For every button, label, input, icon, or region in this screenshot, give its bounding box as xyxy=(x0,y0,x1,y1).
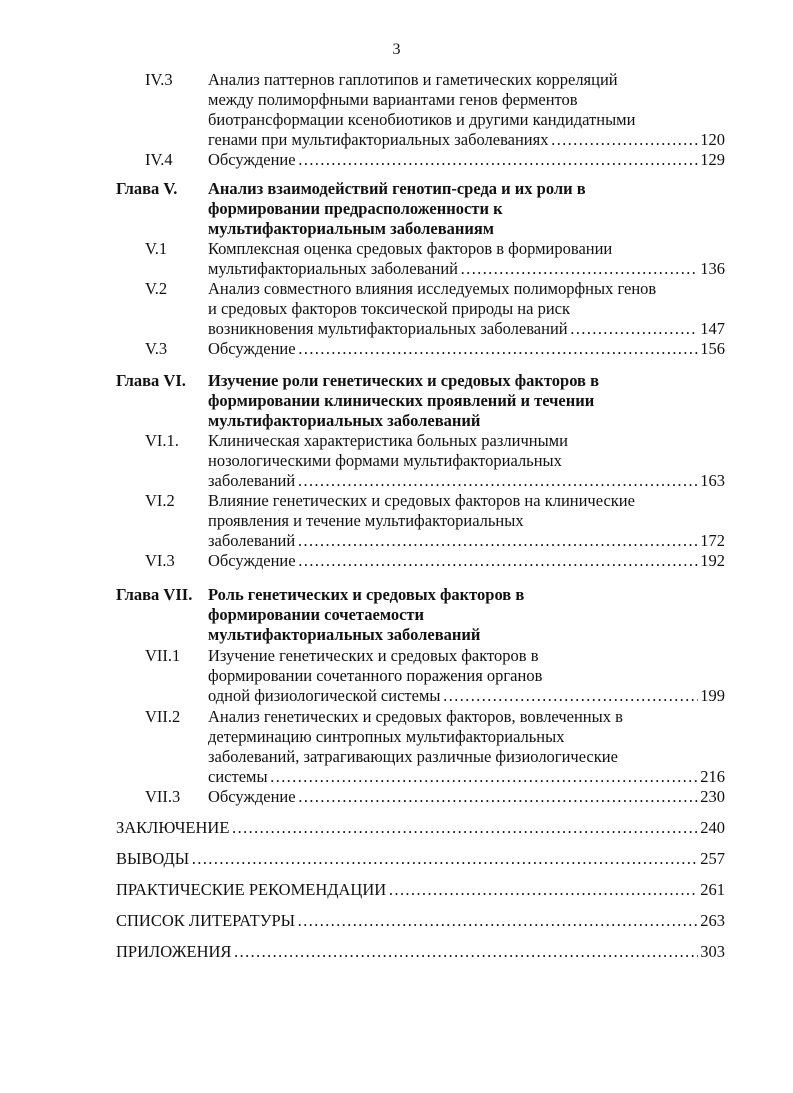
page-ref: 163 xyxy=(700,471,725,490)
main-section-entry[interactable] xyxy=(116,880,725,900)
section-number: VI.2 xyxy=(145,491,175,510)
page-ref: 136 xyxy=(700,259,725,278)
section-number: V.3 xyxy=(145,339,168,358)
main-section-entry[interactable] xyxy=(116,911,725,931)
chapter-title-line[interactable]: Роль генетических и средовых факторов в xyxy=(208,585,525,604)
dot-leader xyxy=(550,130,698,150)
toc-entry-last-line[interactable] xyxy=(208,319,725,339)
toc-entry-line: Анализ паттернов гаплотипов и гаметических корреляций xyxy=(208,70,618,89)
toc-entry-text: одной физиологической системы xyxy=(208,686,441,705)
toc-entry-line: Влияние генетических и средовых факторов на клинические xyxy=(208,491,635,510)
toc-entry-text: Обсуждение xyxy=(208,339,296,358)
toc-entry-line: Анализ совместного влияния исследуемых полиморфных генов xyxy=(208,279,657,298)
page-ref: 216 xyxy=(700,767,725,786)
page-ref: 120 xyxy=(700,130,725,149)
toc-entry-last-line[interactable] xyxy=(208,339,725,359)
dot-leader xyxy=(298,787,699,807)
toc-entry-line: Анализ генетических и средовых факторов, вовлеченных в xyxy=(208,707,623,726)
toc-entry-line: и средовых факторов токсической природы на риск xyxy=(208,299,570,318)
page-ref: 263 xyxy=(700,911,725,930)
page-ref: 240 xyxy=(700,818,725,837)
section-number: VII.1 xyxy=(145,646,181,665)
chapter-title-line[interactable]: мультифакториальных заболеваний xyxy=(208,411,481,430)
page-ref: 261 xyxy=(700,880,725,899)
main-section-title: ВЫВОДЫ xyxy=(116,849,190,868)
dot-leader xyxy=(298,339,699,359)
toc-entry-text: Обсуждение xyxy=(208,787,296,806)
toc-entry-line: биотрансформации ксенобиотиков и другими кандидатными xyxy=(208,110,636,129)
main-section-entry[interactable] xyxy=(116,849,725,869)
toc-entry-text: заболеваний xyxy=(208,531,296,550)
dot-leader xyxy=(297,531,698,551)
dot-leader xyxy=(460,259,698,279)
chapter-label: Глава V. xyxy=(116,179,178,198)
toc-entry-text: заболеваний xyxy=(208,471,296,490)
toc-entry-line: нозологическими формами мультифакториальных xyxy=(208,451,562,470)
chapter-title-line[interactable]: мультифакториальных заболеваний xyxy=(208,625,481,644)
dot-leader xyxy=(298,150,699,170)
page-number: 3 xyxy=(392,41,401,58)
page-ref: 257 xyxy=(700,849,725,868)
toc-entry-line: детерминацию синтропных мультифакториальных xyxy=(208,727,565,746)
page-ref: 199 xyxy=(700,686,725,705)
toc-entry-last-line[interactable] xyxy=(208,551,725,571)
main-section-entry[interactable] xyxy=(116,942,725,962)
toc-entry-line: Изучение генетических и средовых факторов в xyxy=(208,646,539,665)
toc-entry-line: Комплексная оценка средовых факторов в формировании xyxy=(208,239,613,258)
dot-leader xyxy=(298,551,699,571)
toc-entry-line: формировании сочетанного поражения органов xyxy=(208,666,543,685)
toc-entry-last-line[interactable] xyxy=(208,686,725,706)
page-ref: 172 xyxy=(700,531,725,550)
main-section-title: ЗАКЛЮЧЕНИЕ xyxy=(116,818,230,837)
toc-entry-text: Обсуждение xyxy=(208,551,296,570)
main-section-entry[interactable] xyxy=(116,818,725,838)
section-number: IV.4 xyxy=(145,150,173,169)
page-ref: 147 xyxy=(700,319,725,338)
section-number: VII.2 xyxy=(145,707,181,726)
toc-entry-last-line[interactable] xyxy=(208,130,725,150)
toc-entry-text: Обсуждение xyxy=(208,150,296,169)
toc-entry-line: заболеваний, затрагивающих различные физиологические xyxy=(208,747,618,766)
section-number: VI.1. xyxy=(145,431,179,450)
toc-entry-text: возникновения мультифакториальных заболеваний xyxy=(208,319,568,338)
toc-entry-last-line[interactable] xyxy=(208,531,725,551)
toc-entry-last-line[interactable] xyxy=(208,767,725,787)
toc-entry-last-line[interactable] xyxy=(208,787,725,807)
section-number: VI.3 xyxy=(145,551,175,570)
dot-leader xyxy=(191,849,698,869)
section-number: V.1 xyxy=(145,239,168,258)
page-ref: 192 xyxy=(700,551,725,570)
page-ref: 129 xyxy=(700,150,725,169)
toc-entry-text: мультифакториальных заболеваний xyxy=(208,259,459,278)
chapter-title-line[interactable]: мультифакториальным заболеваниям xyxy=(208,219,495,238)
toc-entry-line: между полиморфными вариантами генов ферментов xyxy=(208,90,578,109)
dot-leader xyxy=(442,686,698,706)
chapter-title-line[interactable]: Изучение роли генетических и средовых факторов в xyxy=(208,371,600,390)
page-ref: 303 xyxy=(700,942,725,961)
dot-leader xyxy=(297,911,698,931)
toc-entry-last-line[interactable] xyxy=(208,150,725,170)
chapter-title-line[interactable]: формировании предрасположенности к xyxy=(208,199,503,218)
chapter-label: Глава VII. xyxy=(116,585,193,604)
toc-entry-text: генами при мультифакториальных заболеваниях xyxy=(208,130,549,149)
main-section-title: СПИСОК ЛИТЕРАТУРЫ xyxy=(116,911,296,930)
page-ref: 156 xyxy=(700,339,725,358)
main-section-title: ПРАКТИЧЕСКИЕ РЕКОМЕНДАЦИИ xyxy=(116,880,387,899)
toc-entry-last-line[interactable] xyxy=(208,259,725,279)
dot-leader xyxy=(297,471,698,491)
toc-entry-last-line[interactable] xyxy=(208,471,725,491)
dot-leader xyxy=(233,942,698,962)
section-number: VII.3 xyxy=(145,787,181,806)
chapter-title-line[interactable]: Анализ взаимодействий генотип-среда и их роли в xyxy=(208,179,586,198)
section-number: IV.3 xyxy=(145,70,173,89)
dot-leader xyxy=(231,818,698,838)
chapter-title-line[interactable]: формировании сочетаемости xyxy=(208,605,425,624)
dot-leader xyxy=(388,880,698,900)
main-section-title: ПРИЛОЖЕНИЯ xyxy=(116,942,232,961)
toc-entry-line: проявления и течение мультифакториальных xyxy=(208,511,524,530)
toc-entry-text: системы xyxy=(208,767,268,786)
chapter-title-line[interactable]: формировании клинических проявлений и течении xyxy=(208,391,595,410)
dot-leader xyxy=(270,767,699,787)
chapter-label: Глава VI. xyxy=(116,371,186,390)
dot-leader xyxy=(570,319,699,339)
toc-entry-line: Клиническая характеристика больных различными xyxy=(208,431,568,450)
page-ref: 230 xyxy=(700,787,725,806)
section-number: V.2 xyxy=(145,279,168,298)
